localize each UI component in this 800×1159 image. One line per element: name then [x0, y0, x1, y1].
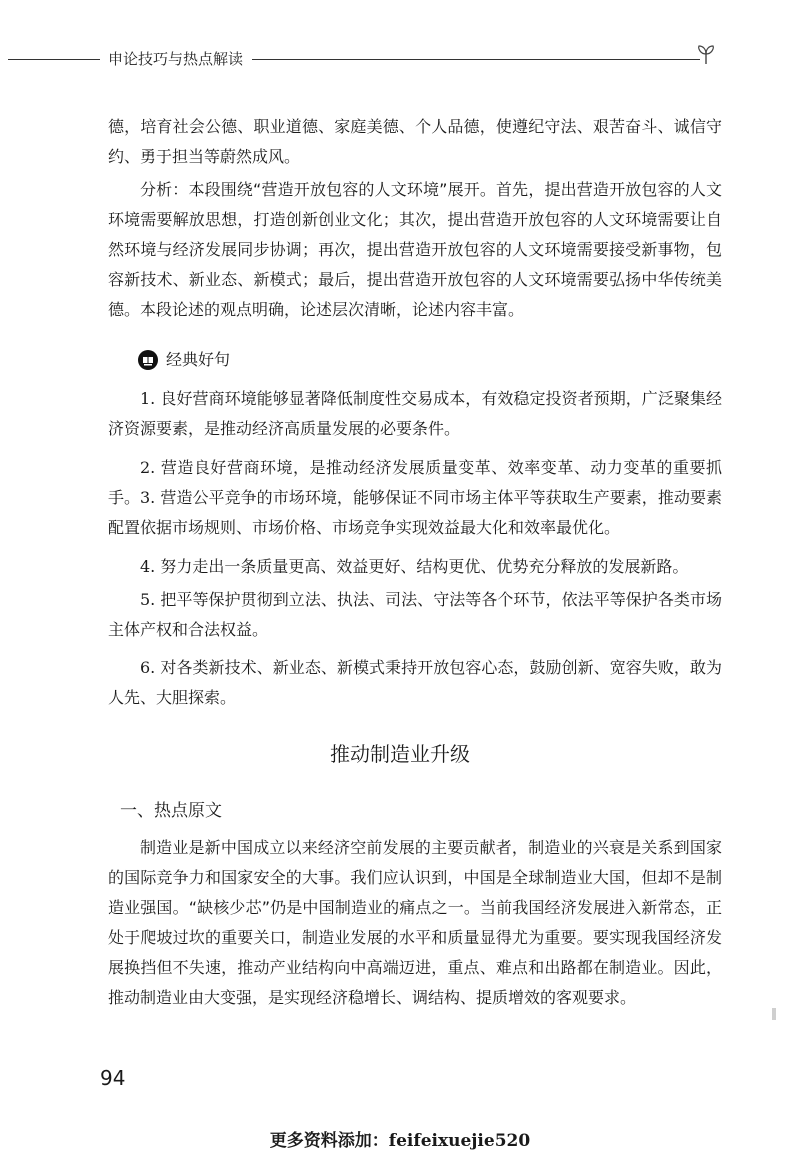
edge-mark	[772, 1008, 776, 1020]
header-rule-right	[252, 59, 700, 60]
sentence-3: 3. 营造公平竞争的市场环境，能够保证不同市场主体平等获取生产要素，推动要素配置依据市场规则、市场价格、市场竞争实现效益最大化和效率最优化。	[108, 488, 722, 537]
sub-heading: 一、热点原文	[120, 801, 222, 821]
chapter-body: 制造业是新中国成立以来经济空前发展的主要贡献者，制造业的兴衰是关系到国家的国际竞争力和国家安全的大事。我们应认识到，中国是全球制造业大国，但却不是制造业强国。“缺核少芯”仍是中国制造业的痛点之一。当前我国经济发展进入新常态，正处于爬坡过坎的重要关口，制造业发展的水平和质量显得尤为重要。要实现我国经济发展换挡但不失速，推动产业结构向中高端迈进，重点、难点和出路都在制造业。因此，推动制造业由大变强，是实现经济稳增长、调结构、提质增效的客观要求。	[108, 838, 722, 1007]
sentence-4: 4. 努力走出一条质量更高、效益更好、结构更优、优势充分释放的发展新路。	[140, 557, 689, 576]
footer-note: 更多资料添加：feifeixuejie520	[269, 1131, 531, 1151]
analysis-paragraph: 分析：本段围绕“营造开放包容的人文环境”展开。首先，提出营造开放包容的人文环境需要解放思想，打造创新创业文化；其次，提出营造开放包容的人文环境需要让自然环境与经济发展同步协调；再次，提出营造开放包容的人文环境需要接受新事物，包容新技术、新业态、新模式；最后，提出营造开放包容的人文环境需要弘扬中华传统美德。本段论述的观点明确，论述层次清晰，论述内容丰富。	[108, 180, 722, 319]
sentence-5: 5. 把平等保护贯彻到立法、执法、司法、守法等各个环节，依法平等保护各类市场主体产权和合法权益。	[108, 590, 722, 639]
header-title: 申论技巧与热点解读	[108, 50, 244, 68]
sentence-2: 2. 营造良好营商环境，是推动经济发展质量变革、效率变革、动力变革的重要抓手。	[108, 458, 722, 507]
header-rule-left	[8, 59, 100, 60]
running-header	[0, 44, 800, 74]
book-quote-icon	[138, 350, 158, 370]
paragraph-continuation: 德，培育社会公德、职业道德、家庭美德、个人品德，使遵纪守法、艰苦奋斗、诚信守约、勇于担当等蔚然成风。	[108, 117, 722, 166]
sentence-1: 1. 良好营商环境能够显著降低制度性交易成本，有效稳定投资者预期，广泛聚集经济资源要素，是推动经济高质量发展的必要条件。	[108, 389, 722, 438]
page-number: 94	[100, 1066, 126, 1090]
sentence-6: 6. 对各类新技术、新业态、新模式秉持开放包容心态，鼓励创新、宽容失败，敢为人先、大胆探索。	[108, 658, 722, 707]
sprout-icon	[694, 42, 718, 66]
chapter-title: 推动制造业升级	[330, 742, 470, 766]
section-label: 经典好句	[166, 350, 231, 369]
